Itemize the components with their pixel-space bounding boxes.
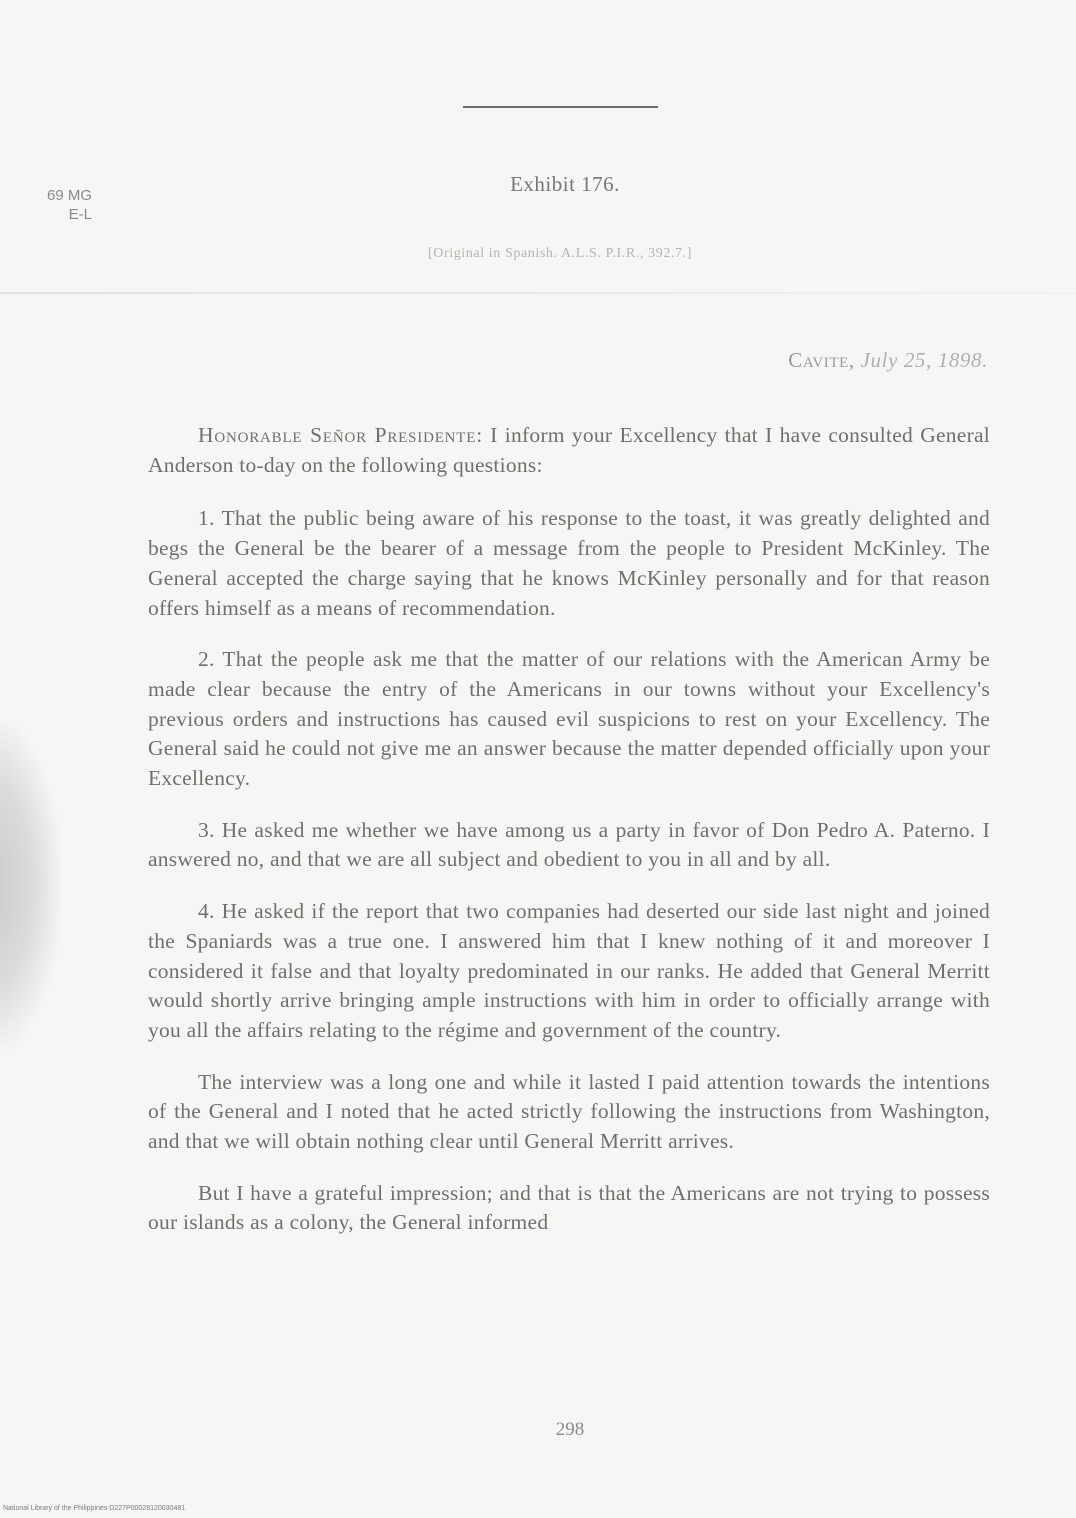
salutation-lead: Honorable Señor Presidente: (198, 423, 483, 447)
page-fold-line (0, 292, 1076, 294)
section-rule (463, 106, 658, 108)
paragraph-4: 4. He asked if the report that two companies had deserted our side last night and joined the Spaniards was a true one. I answered him that I knew nothing of it and moreover I considered it false and that loyalty predominated in our ranks. He added that General Merritt would shortly arrive bringing ample instructions with him in order to officially arrange with you all the affairs relating to the régime and government of the country. (148, 899, 990, 1042)
archive-credit: National Library of the Philippines D227P00028120030481 (3, 1505, 186, 1512)
paragraph-3: 3. He asked me whether we have among us a party in favor of Don Pedro A. Paterno. I answered no, and that we are all subject and obedient to you in all and by all. (148, 817, 990, 872)
salutation-paragraph (148, 421, 990, 480)
exhibit-title: Exhibit 176. (510, 172, 620, 196)
paragraph-6: But I have a grateful impression; and that is that the Americans are not trying to possess our islands as a colony, the General informed (148, 1180, 990, 1235)
margin-annotation-line-2: E-L (68, 206, 92, 223)
paragraph-5: The interview was a long one and while it lasted I paid attention towards the intentions of the General and I noted that he acted strictly following the instructions from Washington, and that we will obtain nothing clear until General Merritt arrives. (148, 1069, 990, 1154)
page-number: 298 (555, 1419, 585, 1440)
dateline-place: Cavite, (788, 348, 855, 372)
dateline-date: July 25, 1898. (860, 348, 988, 372)
paragraph-2: 2. That the people ask me that the matter of our relations with the American Army be made clear because the entry of the Americans in our towns without your Excellency's previous orders and instructions has caused evil suspicions to rest on your Excellency. The General said he could not give me an answer because the matter depended officially upon your Excellency. (148, 647, 990, 791)
source-note: [Original in Spanish. A.L.S. P.I.R., 392.7.] (427, 246, 693, 261)
paragraph-1: 1. That the public being aware of his response to the toast, it was greatly delighted and begs the General be the bearer of a message from the people to President McKinley. The General accepted the charge saying that he knows McKinley personally and for that reason offers himself as a means of recommendation. (148, 506, 990, 620)
salutation-text: I inform your Excellency that I have consulted General Anderson to-day on the following questions: (148, 423, 990, 477)
scan-shadow (0, 720, 60, 1050)
letter-body (148, 421, 990, 1260)
dateline (788, 348, 988, 373)
margin-annotation-line-1: 69 MG (46, 187, 92, 204)
